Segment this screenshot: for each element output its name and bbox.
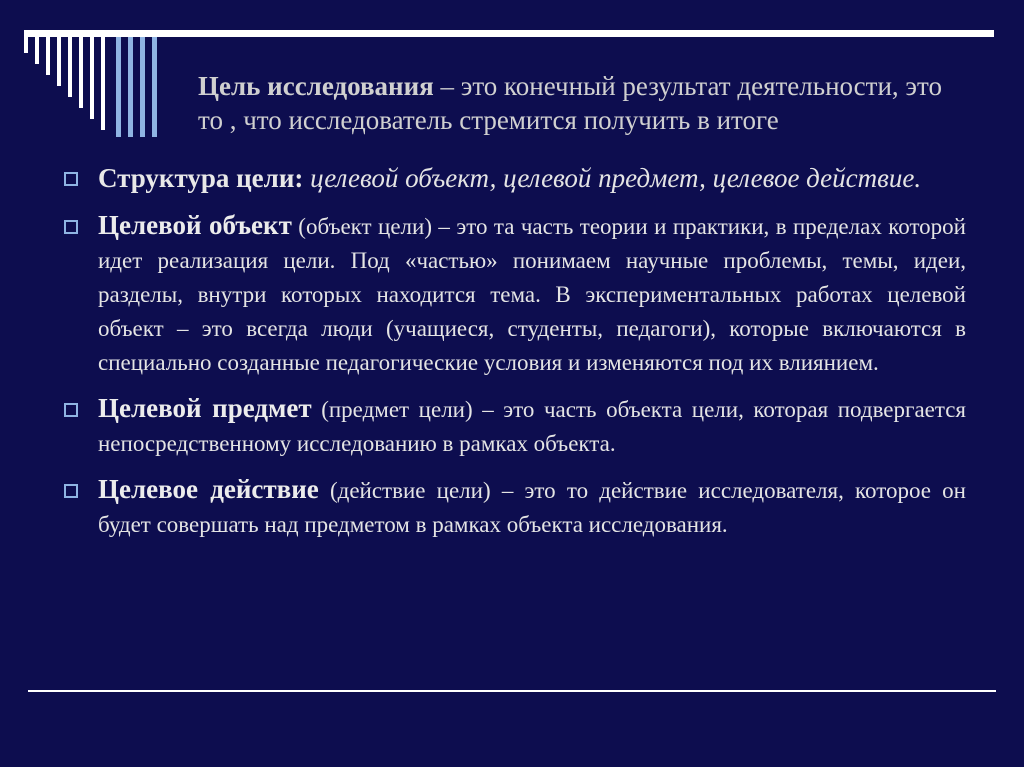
bullet-list <box>60 160 966 553</box>
stripe <box>24 37 28 53</box>
square-bullet-icon <box>64 484 78 498</box>
item-text: (действие цели) – это то действие исследователя, которое он будет совершать над предметом в рамках объекта исследования. <box>98 478 966 537</box>
bottom-rule <box>28 690 996 692</box>
item-text: целевой объект, целевой предмет, целевое действие. <box>303 163 922 193</box>
stripe <box>57 37 61 86</box>
item-term: Структура цели: <box>98 163 304 193</box>
stripe <box>35 37 39 64</box>
square-bullet-icon <box>64 220 78 234</box>
item-text: (предмет цели) – это часть объекта цели, которая подвергается непосредственному исследованию в рамках объекта. <box>98 397 966 456</box>
list-item <box>60 208 966 380</box>
stripe <box>101 37 105 130</box>
stripe <box>152 37 157 137</box>
list-item <box>60 391 966 461</box>
list-item <box>60 472 966 542</box>
stripe <box>140 37 145 137</box>
item-term: Целевое действие <box>98 474 319 504</box>
stripe <box>46 37 50 75</box>
heading-term: Цель исследования <box>198 71 434 101</box>
stripe <box>128 37 133 137</box>
item-term: Целевой объект <box>98 210 292 240</box>
stripe <box>90 37 94 119</box>
item-text: (объект цели) – это та часть теории и практики, в пределах которой идет реализация цели. Под «частью» понимаем научные проблемы, темы, идеи, разделы, внутри которых находится тема. В экспериментальных работах целевой объект – это всегда люди (учащиеся, студенты, педагоги), которые включаются в специально созданные педагогические условия и изменяются под их влиянием. <box>98 214 966 375</box>
stripe <box>79 37 83 108</box>
square-bullet-icon <box>64 172 78 186</box>
stripe <box>116 37 121 137</box>
heading-text: – это конечный результат деятельности, это то , что исследователь стремится получить в итоге <box>198 71 942 135</box>
list-item <box>60 160 966 197</box>
square-bullet-icon <box>64 403 78 417</box>
decorative-stripes <box>0 0 170 140</box>
stripe <box>68 37 72 97</box>
slide-heading <box>198 69 968 137</box>
item-term: Целевой предмет <box>98 393 312 423</box>
